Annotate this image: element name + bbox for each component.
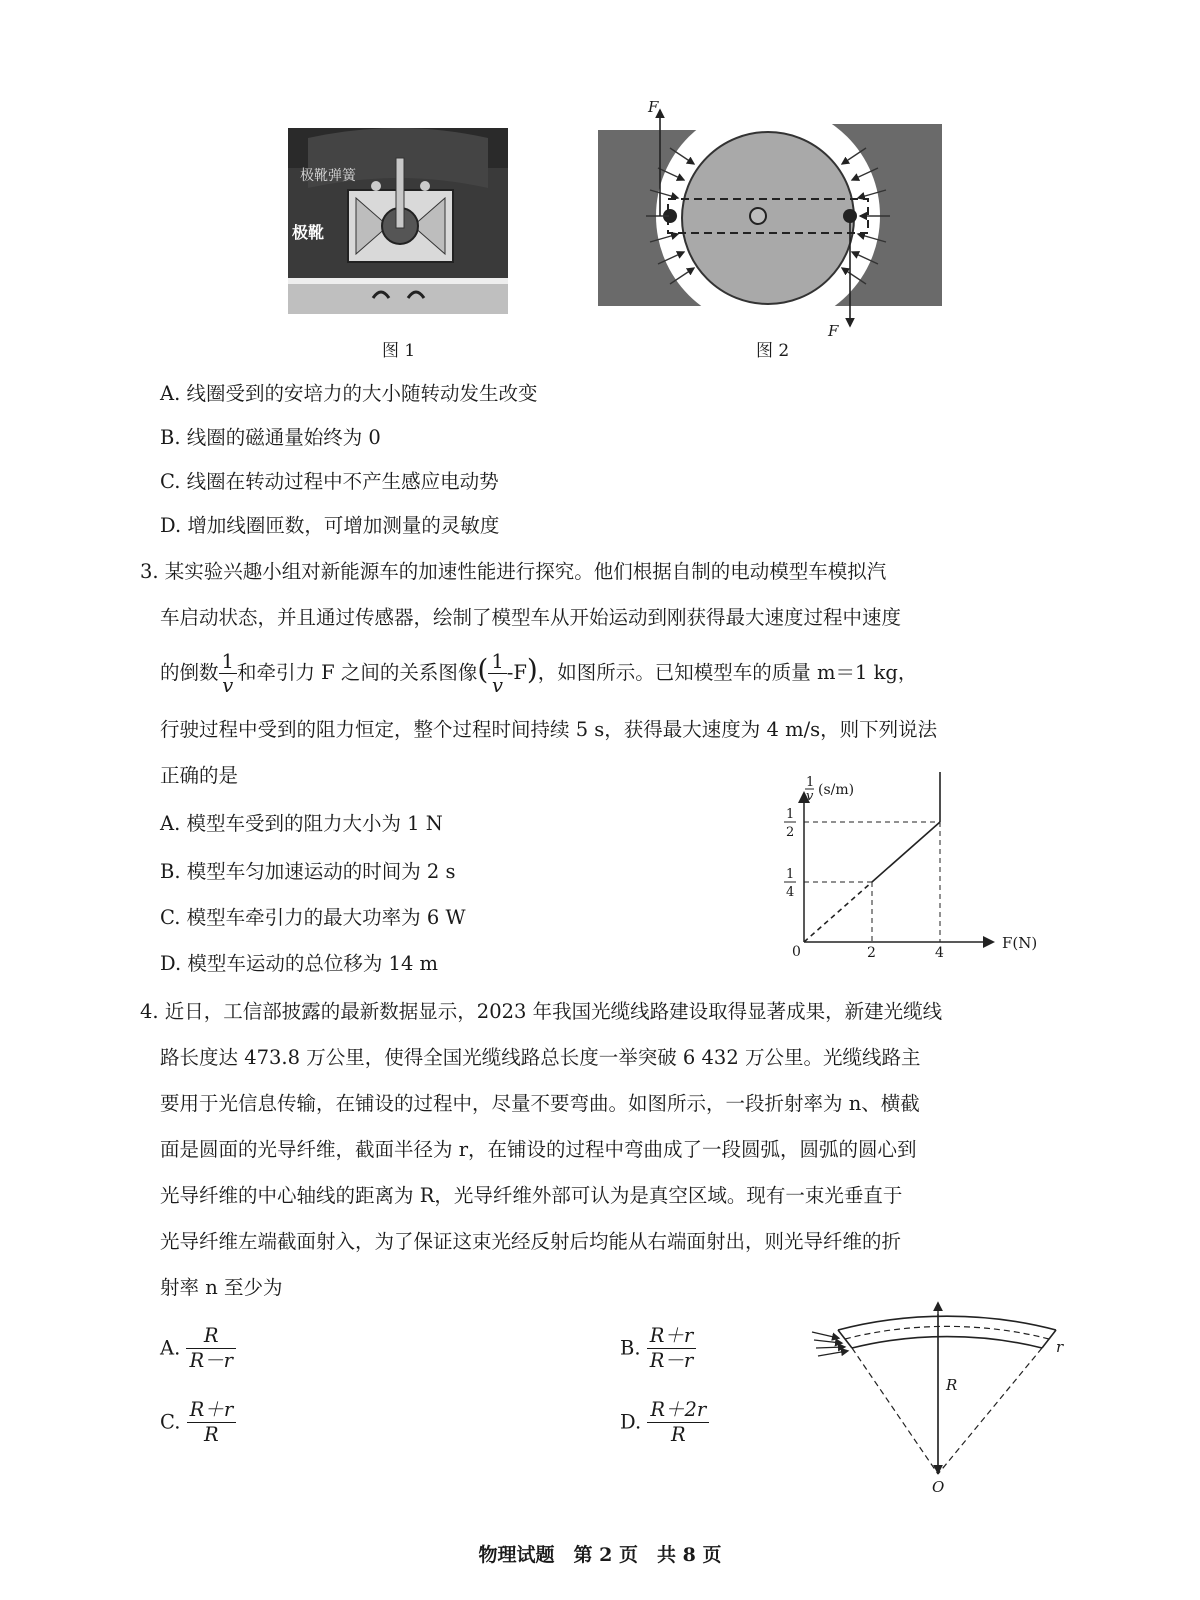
q3-line-5: 正确的是 — [160, 764, 239, 787]
fig2-force-top: F — [648, 98, 659, 116]
figure-2-caption: 图 2 — [756, 341, 790, 361]
q3-option-a: A. 模型车受到的阻力大小为 1 N — [160, 812, 443, 835]
series-line-0 — [872, 822, 940, 882]
q2-option-a: A. 线圈受到的安培力的大小随转动发生改变 — [160, 382, 538, 405]
x-tick-label-2: 2 — [867, 945, 876, 961]
x-tick-label-4: 4 — [935, 945, 944, 961]
figure-1 — [288, 128, 508, 314]
q3-option-d: D. 模型车运动的总位移为 14 m — [160, 952, 439, 975]
fig2-force-bottom: F — [828, 322, 839, 340]
q3-line-2: 车启动状态，并且通过传感器，绘制了模型车从开始运动到刚获得最大速度过程中速度 — [160, 606, 902, 629]
q4-line-2: 路长度达 473.8 万公里，使得全国光缆线路总长度一举突破 6 432 万公里。光缆线路主 — [160, 1046, 921, 1069]
origin-label: 0 — [792, 944, 801, 960]
q4-line-1: 4. 近日，工信部披露的最新数据显示，2023 年我国光缆线路建设取得显著成果，新建光缆线 — [140, 1000, 943, 1023]
q3-line-3: 的倒数 $\frac{1}{v}$ 和牵引力 F 之间的关系图像( $\frac{1}{v}$ -F)，如图所示。已知模型车的质量 m＝1 kg， — [160, 649, 918, 697]
fig1-label-left: 极靴 — [292, 223, 325, 242]
q4-line-3: 要用于光信息传输，在铺设的过程中，尽量不要弯曲。如图所示，一段折射率为 n、横截 — [160, 1092, 920, 1115]
label-R: R — [946, 1376, 958, 1394]
y-axis-unit: (s/m) — [818, 782, 855, 798]
q4-line-5: 光导纤维的中心轴线的距离为 R，光导纤维外部可认为是真空区域。现有一束光垂直于 — [160, 1184, 903, 1207]
x-axis-label: F(N) — [1002, 934, 1038, 952]
label-O: O — [932, 1478, 945, 1496]
q2-option-c: C. 线圈在转动过程中不产生感应电动势 — [160, 470, 499, 493]
q2-option-b: B. 线圈的磁通量始终为 0 — [160, 426, 381, 449]
figure-2 — [598, 96, 942, 346]
series-line-1 — [804, 882, 872, 942]
radial-field-diagram — [598, 96, 942, 346]
q4-option-a: A. $\frac{R}{R-r}$ — [160, 1326, 236, 1370]
inverse-velocity-force-chart — [770, 772, 1070, 990]
page-footer: 物理试题 第 2 页 共 8 页 — [478, 1544, 722, 1566]
optical-fiber-diagram — [808, 1284, 1088, 1496]
galvanometer-photo — [288, 128, 508, 314]
q2-option-d: D. 增加线圈匝数，可增加测量的灵敏度 — [160, 514, 500, 537]
q4-line-4: 面是圆面的光导纤维，截面半径为 r，在铺设的过程中弯曲成了一段圆弧，圆弧的圆心到 — [160, 1138, 917, 1161]
figure-1-caption: 图 1 — [382, 341, 416, 361]
y-tick-num-1: 1 — [786, 867, 795, 882]
q3-line-1: 3. 某实验兴趣小组对新能源车的加速性能进行探究。他们根据自制的电动模型车模拟汽 — [140, 560, 887, 583]
y-tick-den-0: 2 — [786, 825, 795, 840]
fiber-arc-svg — [808, 1284, 1088, 1496]
q4-option-d: D. $\frac{R+2r}{R}$ — [620, 1400, 709, 1444]
q3-option-b: B. 模型车匀加速运动的时间为 2 s — [160, 860, 456, 883]
y-axis-frac-num: 1 — [806, 775, 815, 790]
q4-option-c: C. $\frac{R+r}{R}$ — [160, 1400, 236, 1444]
y-tick-num-0: 1 — [786, 807, 795, 822]
label-r: r — [1056, 1338, 1064, 1356]
q4-option-b: B. $\frac{R+r}{R-r}$ — [620, 1326, 696, 1370]
q3-line-4: 行驶过程中受到的阻力恒定，整个过程时间持续 5 s，获得最大速度为 4 m/s，则下列说法 — [160, 718, 938, 741]
inverse-v-fraction: $\frac{1}{v}$ — [219, 652, 237, 696]
fig1-label-top: 极靴弹簧 — [300, 168, 356, 184]
y-axis-frac-den: v — [806, 789, 814, 804]
y-tick-den-1: 4 — [786, 885, 795, 900]
q3-option-c: C. 模型车牵引力的最大功率为 6 W — [160, 906, 466, 929]
q3-chart — [770, 772, 1070, 990]
q4-line-7: 射率 n 至少为 — [160, 1276, 283, 1299]
q4-line-6: 光导纤维左端截面射入，为了保证这束光经反射后均能从右端面射出，则光导纤维的折 — [160, 1230, 902, 1253]
